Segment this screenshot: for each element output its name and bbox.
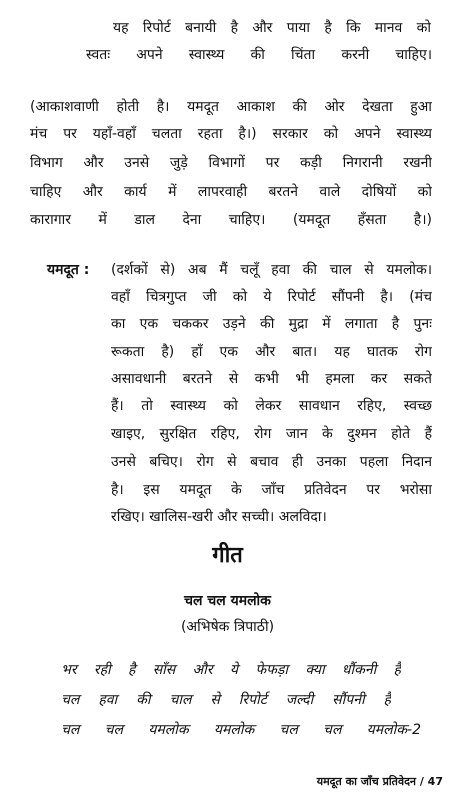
- song-line-2: चल हवा की चाल से रिपोर्ट जल्दी सौंपनी है: [61, 692, 391, 708]
- song-heading: गीत: [212, 543, 243, 568]
- paragraph-2-line-3: विभाग और उनसे जुड़े विभागों पर कड़ी निगरानी रखनी: [30, 155, 432, 171]
- paragraph-2-line-5: कारागार में डाल देना चाहिए। (यमदूत हँसता है।): [30, 212, 432, 228]
- speech-line-5: असावधानी बरतने से कभी भी हमला कर सकते: [111, 371, 432, 387]
- paragraph-2-line-4: चाहिए और कार्य में लापरवाही बरतने वाले दोषियों को: [30, 184, 432, 200]
- song-line-1: भर रही है साँस और ये फेफड़ा क्या धौंकनी है: [61, 662, 401, 678]
- speech-line-1: (दर्शकों से) अब मैं चलूँ हवा की चाल से यमलोक।: [111, 262, 432, 278]
- speech-line-10: रखिए। खालिस-खरी और सच्ची। अलविदा।: [111, 509, 327, 525]
- song-title: चल चल यमलोक: [184, 593, 271, 609]
- paragraph-1-line-2: स्वतः अपने स्वास्थ्य की चिंता करनी चाहिए।: [86, 47, 432, 63]
- song-author: (अभिषेक त्रिपाठी): [180, 619, 275, 635]
- paragraph-2-line-2: मंच पर यहाँ-वहाँ चलता रहता है।) सरकार को अपने स्वास्थ्य: [30, 126, 432, 142]
- speech-line-9: है। इस यमदूत के जाँच प्रतिवेदन पर भरोसा: [111, 482, 432, 498]
- speaker-label: यमदूत :: [47, 262, 90, 278]
- speech-line-7: खाइए, सुरक्षित रहिए, रोग जान के दुश्मन होते हैं: [111, 426, 432, 442]
- running-footer: यमदूत का जाँच प्रतिवेदन / 47: [316, 775, 443, 788]
- paragraph-2-line-1: (आकाशवाणी होती है। यमदूत आकाश की ओर देखता हुआ: [30, 99, 432, 115]
- song-line-3: चल चल यमलोक यमलोक चल चल यमलोक-2: [61, 722, 421, 738]
- speech-line-8: उनसे बचिए। रोग से बचाव ही उनका पहला निदान: [111, 454, 432, 470]
- speech-line-6: हैं। तो स्वास्थ्य को लेकर सावधान रहिए, स्वच्छ: [111, 398, 432, 414]
- speech-line-2: वहाँ चित्रगुप्त जी को ये रिपोर्ट सौंपनी है। (मंच: [111, 289, 432, 305]
- speech-line-4: रूकता है) हाँ एक और बात। यह घातक रोग: [111, 344, 432, 360]
- paragraph-1-line-1: यह रिपोर्ट बनायी है और पाया है कि मानव को: [113, 20, 431, 36]
- speech-line-3: का एक चककर उड़ने की मुद्रा में लगाता है पुनः: [111, 316, 432, 332]
